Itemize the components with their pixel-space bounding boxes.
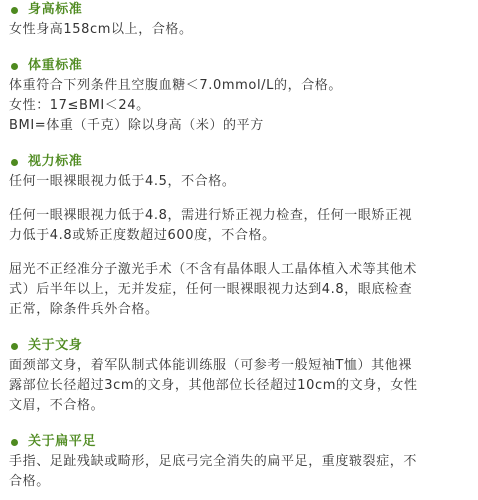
section-heading: [9, 152, 472, 172]
section-heading: [9, 0, 472, 20]
height-requirement-text: 女性身高158cm以上，合格。: [9, 22, 193, 37]
vision-surgery-text: 屈光不正经准分子激光手术（不含有晶体眼人工晶体植入术等其他术 式）后半年以上，无并发症，任何一眼裸眼视力达到4.8，眼底检查 正常，除条件兵外合格。: [9, 262, 418, 317]
bmi-formula-text: BMI=体重（千克）除以身高（米）的平方: [9, 118, 264, 133]
section-heading: [9, 336, 472, 356]
bullet-dot-icon: [11, 159, 18, 166]
section-weight: [9, 56, 472, 136]
section-heading: [9, 56, 472, 76]
heading-vision: 视力标准: [28, 154, 83, 169]
section-tattoo: [9, 336, 472, 416]
bullet-dot-icon: [11, 7, 18, 14]
heading-tattoo: 关于文身: [28, 338, 83, 353]
weight-requirement-text: 体重符合下列条件且空腹血糖＜7.0mmol/L的，合格。: [9, 78, 342, 93]
heading-weight: 体重标准: [28, 58, 83, 73]
vision-correction-text: 任何一眼裸眼视力低于4.8，需进行矫正视力检查，任何一眼矫正视 力低于4.8或矫正度数超过600度，不合格。: [9, 208, 413, 243]
bmi-range-text: 女性：17≤BMI＜24。: [9, 98, 150, 113]
bullet-dot-icon: [11, 439, 18, 446]
bullet-dot-icon: [11, 63, 18, 70]
heading-height: 身高标准: [28, 2, 83, 17]
section-flat-feet: [9, 432, 472, 492]
flat-feet-requirement-text: 手指、足趾残缺或畸形，足底弓完全消失的扁平足，重度皲裂症，不 合格。: [9, 454, 418, 489]
vision-naked-eye-text: 任何一眼裸眼视力低于4.5，不合格。: [9, 174, 236, 189]
bullet-dot-icon: [11, 343, 18, 350]
section-height: [9, 0, 472, 40]
heading-flat-feet: 关于扁平足: [28, 434, 97, 449]
section-vision: [9, 152, 472, 320]
section-heading: [9, 432, 472, 452]
tattoo-requirement-text: 面颈部文身，着军队制式体能训练服（可参考一般短袖T恤）其他裸 露部位长径超过3cm的文身，其他部位长径超过10cm的文身，女性 文眉，不合格。: [9, 358, 418, 413]
